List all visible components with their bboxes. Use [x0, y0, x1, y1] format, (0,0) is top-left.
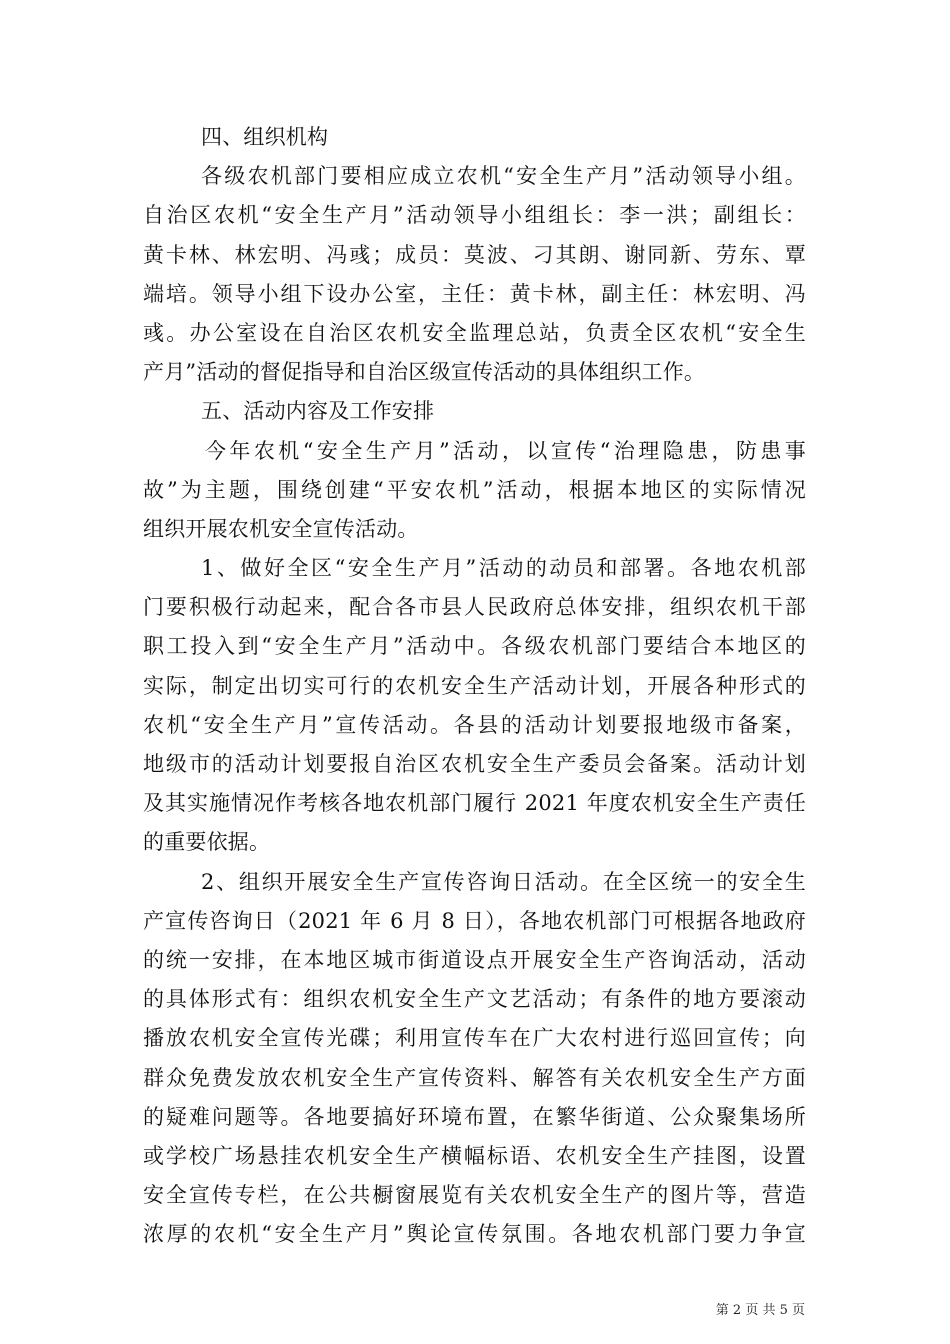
paragraph-line: 组织开展农机安全宣传活动。 [143, 516, 419, 541]
paragraph-line: 的具体形式有：组织农机安全生产文艺活动；有条件的地方要滚动 [143, 987, 806, 1012]
paragraph-line: 自治区农机“安全生产月”活动领导小组组长：李一洪；副组长： [143, 203, 806, 228]
paragraph-line: 彧。办公室设在自治区农机安全监理总站，负责全区农机“安全生 [143, 320, 806, 345]
paragraph-line: 及其实施情况作考核各地农机部门履行 2021 年度农机安全生产责任 [143, 791, 806, 816]
paragraph-line: 地级市的活动计划要报自治区农机安全生产委员会备案。活动计划 [143, 752, 806, 776]
paragraph-line: 的重要依据。 [143, 830, 271, 855]
list-item-1-line: 1、做好全区“安全生产月”活动的动员和部署。各地农机部 [201, 556, 806, 581]
paragraph-line: 门要积极行动起来，配合各市县人民政府总体安排，组织农机干部 [143, 595, 806, 620]
paragraph-line: 产宣传咨询日（2021 年 6 月 8 日），各地农机部门可根据各地政府 [143, 908, 806, 933]
paragraph-line: 端培。领导小组下设办公室，主任：黄卡林，副主任：林宏明、冯 [143, 281, 806, 306]
paragraph-line: 播放农机安全宣传光碟；利用宣传车在广大农村进行巡回宣传；向 [143, 1026, 806, 1051]
paragraph-line: 的疑难问题等。各地要搞好环境布置，在繁华街道、公众聚集场所 [143, 1104, 806, 1129]
paragraph-line: 的统一安排，在本地区城市街道设点开展安全生产咨询活动，活动 [143, 947, 806, 972]
paragraph-line: 故”为主题，围绕创建“平安农机”活动，根据本地区的实际情况 [143, 477, 806, 502]
list-item-2-line: 2、组织开展安全生产宣传咨询日活动。在全区统一的安全生 [201, 869, 806, 894]
paragraph-line: 各级农机部门要相应成立农机“安全生产月”活动领导小组。 [201, 164, 806, 189]
paragraph-line: 职工投入到“安全生产月”活动中。各级农机部门要结合本地区的 [143, 634, 806, 659]
paragraph-line: 安全宣传专栏，在公共橱窗展览有关农机安全生产的图片等，营造 [143, 1183, 806, 1208]
paragraph-line: 农机“安全生产月”宣传活动。各县的活动计划要报地级市备案， [143, 712, 806, 737]
paragraph-line: 今年农机“安全生产月”活动，以宣传“治理隐患，防患事 [205, 438, 806, 463]
paragraph-line: 黄卡林、林宏明、冯彧；成员：莫波、刁其朗、谢同新、劳东、覃 [143, 242, 806, 267]
paragraph-line: 浓厚的农机“安全生产月”舆论宣传氛围。各地农机部门要力争宣 [143, 1222, 806, 1247]
section-heading-organization: 四、组织机构 [201, 125, 329, 149]
page-number-footer: 第 2 页 共 5 页 [715, 1303, 805, 1318]
section-heading-activities: 五、活动内容及工作安排 [201, 399, 435, 424]
paragraph-line: 实际，制定出切实可行的农机安全生产活动计划，开展各种形式的 [143, 673, 806, 698]
document-body [143, 118, 806, 1254]
paragraph-line: 或学校广场悬挂农机安全生产横幅标语、农机安全生产挂图，设置 [143, 1143, 806, 1168]
paragraph-line: 产月”活动的督促指导和自治区级宣传活动的具体组织工作。 [143, 360, 706, 385]
paragraph-line: 群众免费发放农机安全生产宣传资料、解答有关农机安全生产方面 [143, 1065, 806, 1090]
